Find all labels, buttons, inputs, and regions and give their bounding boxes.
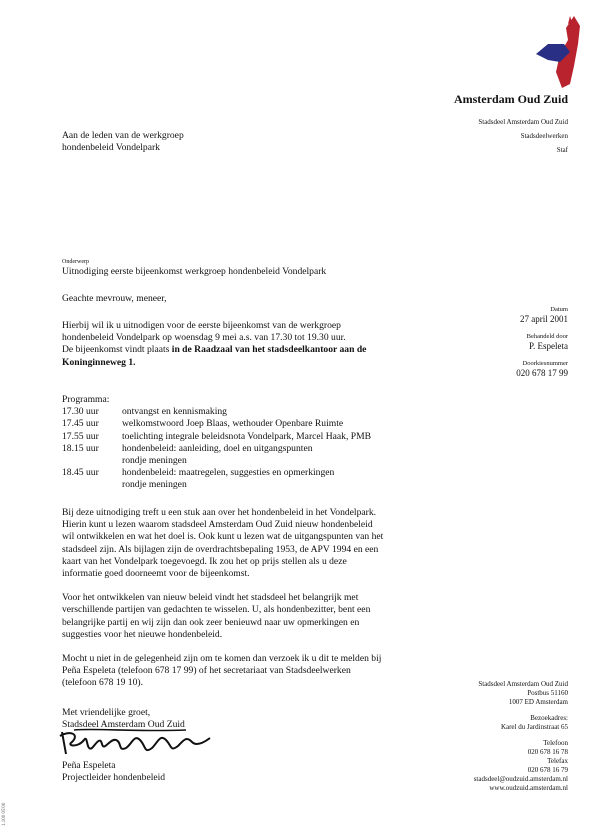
intro-line-2: hondenbeleid Vondelpark op woensdag 9 mei a.s. van 17.30 tot 19.30 uur.	[62, 332, 346, 344]
footer-fax-label: Telefax	[547, 757, 568, 765]
footer-tel-label: Telefoon	[543, 739, 568, 747]
programma-item	[62, 431, 442, 443]
intro-line-3-bold: in de Raadzaal van het stadsdeelkantoor aan de	[171, 344, 367, 356]
phone-value: 020 678 17 99	[516, 368, 568, 378]
signer-title: Projectleider hondenbeleid	[62, 772, 166, 784]
date-value: 27 april 2001	[520, 314, 568, 324]
programma-item	[62, 467, 442, 491]
closing-line-2: Stadsdeel Amsterdam Oud Zuid	[62, 719, 185, 731]
programma-time: 17.45 uur	[62, 418, 99, 430]
intro-line-3: De bijeenkomst vindt plaats	[62, 344, 172, 356]
footer-visit-value: Karel du Jardinstraat 65	[500, 723, 568, 731]
programma-desc-2: rondje meningen	[122, 455, 187, 467]
handled-by-value: P. Espeleta	[529, 341, 568, 351]
org-line-1: Stadsdeel Amsterdam Oud Zuid	[478, 118, 568, 126]
footer-visit-label: Bezoekadres:	[530, 714, 568, 722]
paragraph-line: Hierin kunt u lezen waarom stadsdeel Amsterdam Oud Zuid nieuw hondenbeleid	[62, 519, 373, 531]
paragraph-line: informatie goed doorneemt voor de bijeenkomst.	[62, 568, 250, 580]
programma-desc: hondenbeleid: maatregelen, suggesties en opmerkingen	[122, 467, 335, 479]
footer-email: stadsdeel@oudzuid.amsterdam.nl	[473, 775, 568, 783]
footer-fax-value: 020 678 16 79	[527, 766, 568, 774]
programma-desc: toelichting integrale beleidsnota Vondelpark, Marcel Haak, PMB	[122, 430, 372, 442]
paragraph-line: Peña Espeleta (telefoon 678 17 99) of het secretariaat van Stadsdeelwerken	[62, 665, 351, 677]
org-line-3: Staf	[556, 146, 568, 154]
footer-postcode: 1007 ED Amsterdam	[508, 698, 568, 706]
stadsdeel-logo	[530, 14, 582, 92]
footer-web: www.oudzuid.amsterdam.nl	[489, 784, 568, 792]
intro-line-1: Hierbij wil ik u uitnodigen voor de eerste bijeenkomst van de werkgroep	[62, 320, 341, 331]
paragraph-line: wil ontwikkelen en wat het doel is. Ook kunt u lezen wat de uitgangspunten van het	[62, 531, 384, 543]
margin-code: 1.100 05'00	[2, 802, 7, 826]
footer-postbus: Postbus 51160	[527, 689, 568, 697]
intro-line-4-bold: Koninginneweg 1.	[62, 356, 136, 368]
handwritten-signature	[56, 726, 216, 760]
paragraph-1	[62, 507, 452, 580]
programma-label: Programma:	[62, 394, 110, 405]
paragraph-3	[62, 653, 452, 690]
subject-text: Uitnodiging eerste bijeenkomst werkgroep hondenbeleid Vondelpark	[62, 266, 327, 277]
programma-desc: ontvangst en kennismaking	[122, 406, 227, 418]
paragraph-line: (telefoon 678 19 10).	[62, 677, 143, 689]
recipient-line-2: hondenbeleid Vondelpark	[62, 142, 160, 154]
organization-name: Amsterdam Oud Zuid	[453, 92, 568, 106]
programma-item	[62, 418, 442, 430]
programma-time: 17.30 uur	[62, 406, 99, 418]
programma-desc: hondenbeleid: aanleiding, doel en uitgangspunten	[122, 442, 313, 454]
footer-tel-value: 020 678 16 78	[527, 748, 568, 756]
handled-by-label: Behandeld door	[526, 333, 568, 340]
footer-org: Stadsdeel Amsterdam Oud Zuid	[478, 680, 568, 688]
programma-time: 17.55 uur	[62, 430, 99, 442]
paragraph-line: verschillende partijen van gedachten te wisselen. U, als hondenbezitter, bent een	[62, 604, 371, 616]
programma-item	[62, 443, 442, 467]
paragraph-line: belangrijke partij en wij zijn dan ook zeer benieuwd naar uw opmerkingen en	[62, 616, 360, 628]
date-label: Datum	[550, 306, 568, 313]
salutation: Geachte mevrouw, meneer,	[62, 293, 167, 304]
paragraph-line: Mocht u niet in de gelegenheid zijn om te komen dan verzoek ik u dit te melden bij	[62, 653, 382, 665]
programma-desc-2: rondje meningen	[122, 479, 187, 491]
paragraph-line: kaart van het Vondelpark toegevoegd. Ik zou het op prijs stellen als u deze	[62, 555, 347, 567]
programma-time: 18.45 uur	[62, 467, 99, 479]
programma-time: 18.15 uur	[62, 442, 99, 454]
phone-label: Doorkiesnummer	[522, 360, 568, 367]
paragraph-line: suggesties voor het nieuwe hondenbeleid.	[62, 628, 223, 640]
subject-label: Onderwerp	[62, 259, 89, 265]
paragraph-line: stadsdeel zijn. Als bijlagen zijn de overdrachtsbepaling 1953, de APV 1994 en een	[62, 543, 379, 555]
org-line-2: Stadsdeelwerken	[520, 132, 568, 140]
programma-item	[62, 406, 442, 418]
paragraph-line: Bij deze uitnodiging treft u een stuk aan over het hondenbeleid in het Vondelpark.	[62, 507, 377, 518]
paragraph-line: Voor het ontwikkelen van nieuw beleid vindt het stadsdeel het belangrijk met	[62, 592, 359, 604]
closing-line-1: Met vriendelijke groet,	[62, 707, 151, 718]
programma-desc: welkomstwoord Joep Blaas, wethouder Openbare Ruimte	[122, 418, 344, 430]
paragraph-2	[62, 592, 452, 641]
recipient-line-1: Aan de leden van de werkgroep	[62, 130, 184, 141]
signer-name: Peña Espeleta	[62, 760, 116, 771]
